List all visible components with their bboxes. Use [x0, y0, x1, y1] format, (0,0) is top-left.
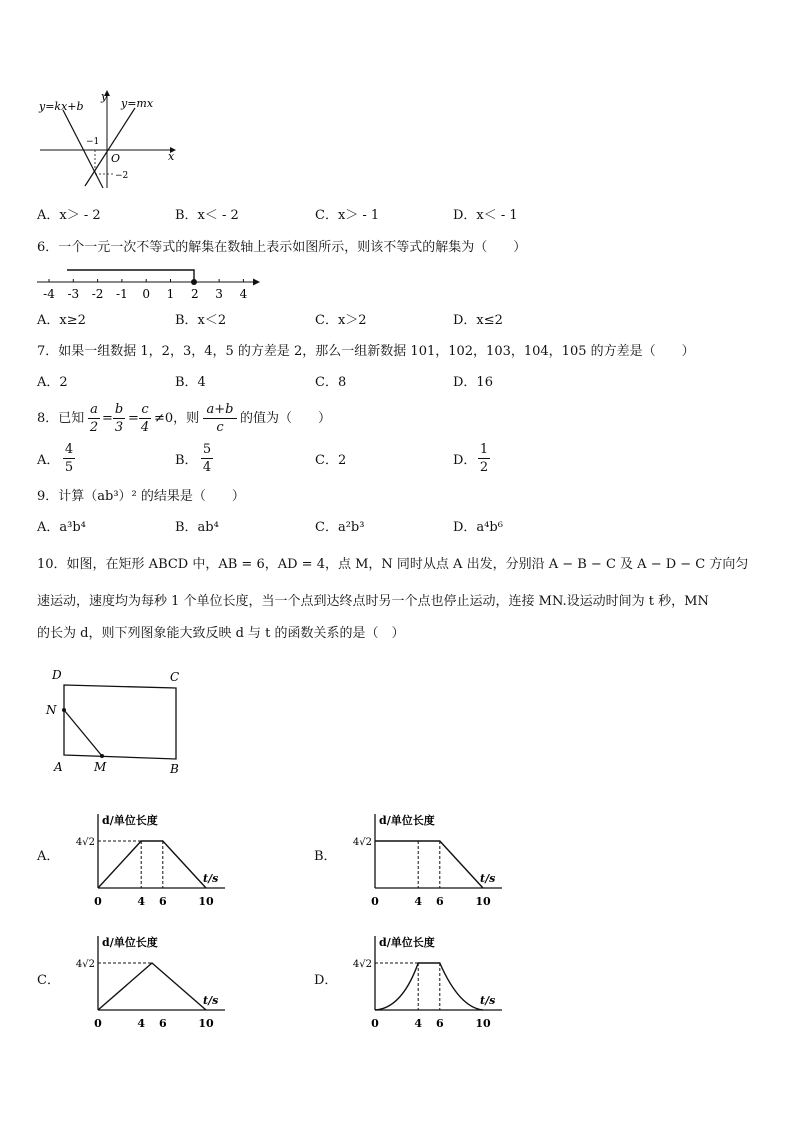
q8-option-d-label[interactable]: D．	[453, 453, 477, 468]
tick-label: 6	[435, 1017, 444, 1030]
tick-label: 3	[215, 287, 223, 301]
q10-stem-line2: 速运动，速度均为每秒 1 个单位长度，当一个点到达终点时另一个点也停止运动，连接 MN.设运动时间为 t 秒，MN	[37, 594, 709, 609]
q6-option-c[interactable]: C．x＞2	[315, 313, 367, 328]
q6-stem: 6．一个一元一次不等式的解集在数轴上表示如图所示，则该不等式的解集为（ ）	[37, 240, 527, 255]
rectangle-abcd	[64, 685, 176, 759]
q6-option-b[interactable]: B．x＜2	[175, 313, 227, 328]
d-t-curve	[98, 963, 206, 1010]
tick-label: 2	[190, 287, 199, 301]
q10-option-b-label[interactable]: B．	[314, 849, 337, 864]
tick-label: 10	[475, 1017, 491, 1030]
vertex-b: B	[170, 762, 179, 776]
q5-option-d[interactable]: D．x＜ - 1	[453, 208, 518, 223]
tick-label: -2	[91, 287, 104, 301]
q5-graph	[35, 88, 195, 198]
q9-option-b[interactable]: B．ab⁴	[175, 520, 219, 535]
q8-frac-b-3: b 3	[114, 402, 124, 435]
tick-label: 0	[94, 1017, 102, 1030]
label-origin: O	[111, 152, 121, 165]
x-axis-label: t/s	[203, 994, 219, 1007]
x-axis-label: t/s	[203, 872, 219, 885]
tick-label: -1	[116, 287, 128, 301]
y-axis-label: d/单位长度	[102, 814, 158, 827]
q10-graph-b[interactable]	[342, 808, 512, 908]
q8-option-d-frac[interactable]: 1 2	[479, 442, 489, 475]
tick-label: 0	[371, 1017, 379, 1030]
q10-option-d-label[interactable]: D．	[314, 973, 338, 988]
tick-label: 0	[94, 895, 102, 908]
q10-stem-line3: 的长为 d，则下列图象能大致反映 d 与 t 的函数关系的是（ ）	[37, 626, 405, 641]
vertex-c: C	[170, 670, 180, 684]
tick-label: 10	[198, 895, 214, 908]
y-mark-label: 4√2	[75, 837, 95, 848]
q10-graph-c[interactable]	[65, 930, 235, 1030]
label-line1: y=kx+b	[39, 100, 84, 113]
segment-mn	[64, 710, 102, 756]
x-axis-label: t/s	[480, 872, 496, 885]
point-n	[62, 708, 66, 712]
q8-option-a-frac[interactable]: 4 5	[64, 442, 74, 475]
tick-label: 4	[414, 1017, 423, 1030]
q8-option-a-label[interactable]: A．	[37, 453, 60, 468]
q7-option-d[interactable]: D．16	[453, 375, 493, 390]
label-line2: y=mx	[121, 97, 154, 110]
vertex-d: D	[52, 668, 62, 682]
d-t-curve	[375, 841, 483, 888]
q8-frac-a-2: a 2	[89, 402, 99, 435]
q8-frac-c-4: c 4	[140, 402, 150, 435]
q8-stem-suffix: 的值为（ ）	[240, 411, 332, 426]
tick-label: 6	[158, 1017, 167, 1030]
q5-option-a[interactable]: A．x＞ - 2	[37, 208, 101, 223]
q10-option-a-label[interactable]: A．	[37, 849, 60, 864]
q6-option-a[interactable]: A．x≥2	[37, 313, 86, 328]
q7-option-a[interactable]: A．2	[37, 375, 68, 390]
number-line-arrow	[253, 279, 260, 286]
q6-option-d[interactable]: D．x≤2	[453, 313, 503, 328]
vertex-a: A	[54, 760, 63, 774]
tick-label: 10	[198, 1017, 214, 1030]
tick-label: -3	[67, 287, 80, 301]
vertex-n: N	[46, 703, 57, 717]
tick-label: 10	[475, 895, 491, 908]
x-axis-label: t/s	[480, 994, 496, 1007]
q10-stem-line1: 10．如图，在矩形 ABCD 中，AB = 6，AD = 4，点 M，N 同时从点 A 出发，分别沿 A − B − C 及 A − D − C 方向匀	[37, 557, 749, 572]
y-mark-label: 4√2	[352, 959, 372, 970]
d-t-curve	[98, 841, 206, 888]
label-tick-x: −1	[86, 137, 100, 147]
q8-stem-prefix: 8．已知	[37, 411, 85, 426]
y-mark-label: 4√2	[352, 837, 372, 848]
label-y: y	[101, 90, 108, 103]
y-mark-label: 4√2	[75, 959, 95, 970]
tick-label: 0	[142, 287, 151, 301]
q7-option-b[interactable]: B．4	[175, 375, 206, 390]
tick-label: -4	[43, 287, 55, 301]
y-axis-label: d/单位长度	[379, 814, 435, 827]
q8-option-c[interactable]: C．2	[315, 453, 347, 468]
q7-option-c[interactable]: C．8	[315, 375, 347, 390]
tick-label: 6	[158, 895, 167, 908]
q8-eq1: =	[102, 411, 113, 426]
tick-label: 4	[239, 287, 248, 301]
tick-label: 4	[414, 895, 423, 908]
q6-number-line	[35, 265, 265, 305]
tick-label: 1	[166, 287, 175, 301]
q5-option-c[interactable]: C．x＞ - 1	[315, 208, 380, 223]
label-x: x	[168, 150, 175, 163]
q5-option-b[interactable]: B．x＜ - 2	[175, 208, 239, 223]
q8-option-b-frac[interactable]: 5 4	[202, 442, 212, 475]
q8-frac-ab-c: a+b c	[203, 402, 237, 435]
q8-neq: ≠0，则	[154, 411, 200, 426]
vertex-m: M	[94, 760, 107, 774]
tick-label: 0	[371, 895, 379, 908]
tick-label: 4	[137, 1017, 146, 1030]
tick-label: 6	[435, 895, 444, 908]
q8-option-b-label[interactable]: B．	[175, 453, 198, 468]
tick-label: 4	[137, 895, 146, 908]
q9-option-a[interactable]: A．a³b⁴	[37, 520, 86, 535]
q9-option-d[interactable]: D．a⁴b⁶	[453, 520, 503, 535]
q7-stem: 7．如果一组数据 1，2，3，4，5 的方差是 2，那么一组新数据 101，102，103，104，105 的方差是（ ）	[37, 344, 695, 359]
q8-eq2: =	[128, 411, 139, 426]
q9-stem: 9．计算（ab³）² 的结果是（ ）	[37, 489, 245, 504]
d-t-curve	[375, 963, 483, 1010]
y-axis-label: d/单位长度	[102, 936, 158, 949]
solid-point-2	[191, 279, 197, 285]
solution-ray	[67, 270, 194, 282]
q9-option-c[interactable]: C．a²b³	[315, 520, 365, 535]
q10-option-c-label[interactable]: C．	[37, 973, 60, 988]
line-kx-b	[63, 110, 103, 188]
y-axis-label: d/单位长度	[379, 936, 435, 949]
q10-graph-d[interactable]	[342, 930, 512, 1030]
label-tick-y: −2	[115, 171, 129, 181]
q10-graph-a[interactable]	[65, 808, 235, 908]
point-m	[100, 754, 104, 758]
q10-rectangle-figure	[40, 665, 200, 785]
